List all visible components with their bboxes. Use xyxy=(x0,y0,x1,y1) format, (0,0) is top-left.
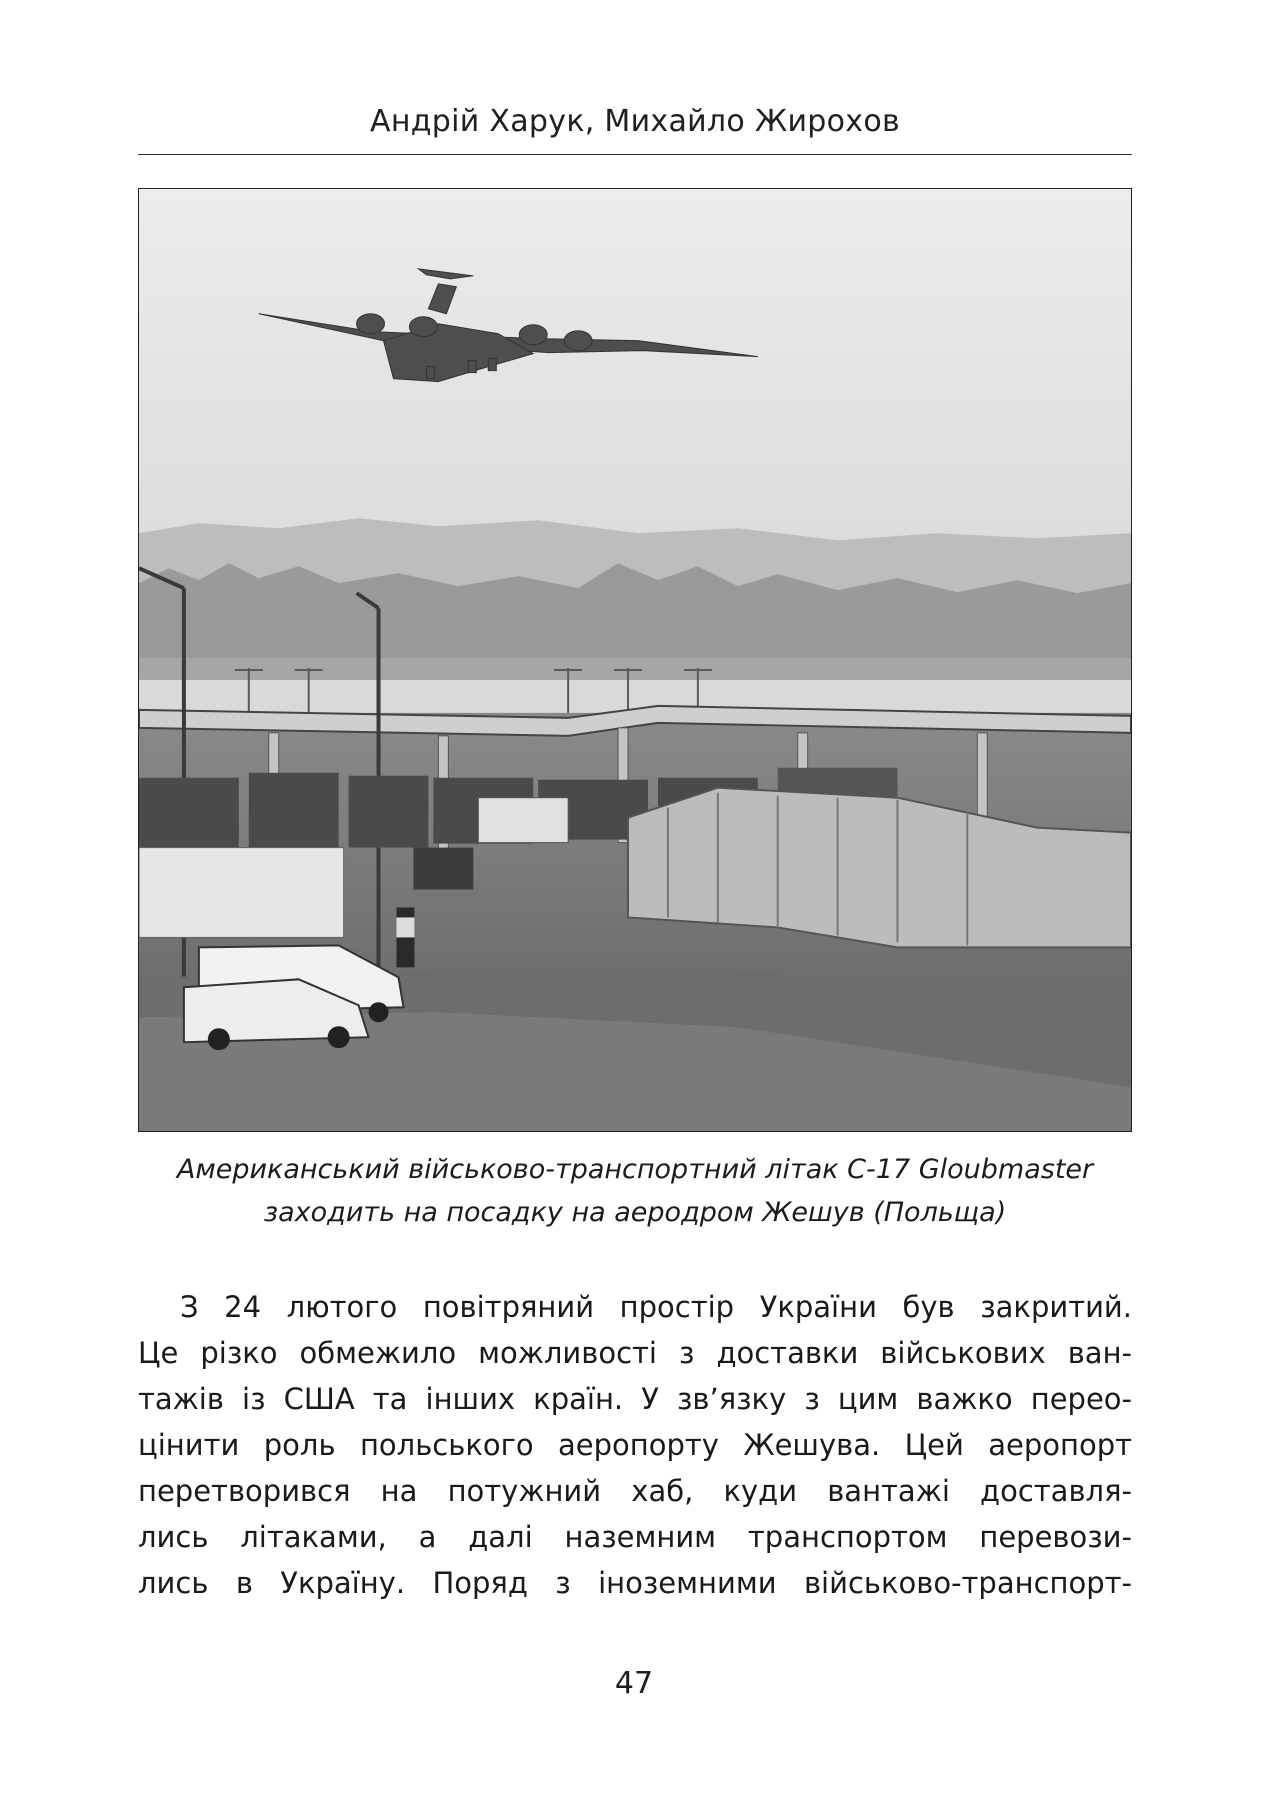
paragraph-line: З 24 лютого повітряний простір України був закритий. xyxy=(180,1290,1132,1324)
page-number: 47 xyxy=(614,1666,654,1701)
paragraph-line: перетворився на потужний хаб, куди вантажі доставля- xyxy=(138,1474,1132,1508)
caption-line: Американський військово-транспортний літак C-17 Gloubmaster xyxy=(176,1154,1094,1185)
paragraph-line: Це різко обмежило можливості з доставки військових ван- xyxy=(138,1336,1132,1370)
header-rule xyxy=(138,154,1132,155)
car-wheel xyxy=(208,1028,230,1050)
body-paragraph xyxy=(138,1284,1132,1606)
figure-photo xyxy=(138,188,1132,1132)
van-wheel xyxy=(369,1002,389,1022)
paragraph-line: тажів із США та інших країн. У зв’язку з цим важко перео- xyxy=(138,1382,1132,1416)
worker-vest xyxy=(396,917,414,937)
car-wheel xyxy=(328,1026,350,1048)
sky xyxy=(139,189,1131,548)
container xyxy=(478,798,568,843)
generator xyxy=(413,848,473,890)
running-title: Андрій Харук, Михайло Жирохов xyxy=(370,104,900,139)
paragraph-line: лись літаками, а далі наземним транспортом перевози- xyxy=(138,1520,1132,1554)
paragraph-line: цінити роль польського аеропорту Жешува. Цей аеропорт xyxy=(138,1428,1132,1462)
paragraph-line: лись в Україну. Поряд з іноземними військово-транспорт- xyxy=(138,1566,1132,1600)
white-building xyxy=(139,848,344,938)
figure-caption xyxy=(120,1148,1150,1234)
caption-line: заходить на посадку на аеродром Жешув (Польща) xyxy=(263,1197,1007,1228)
